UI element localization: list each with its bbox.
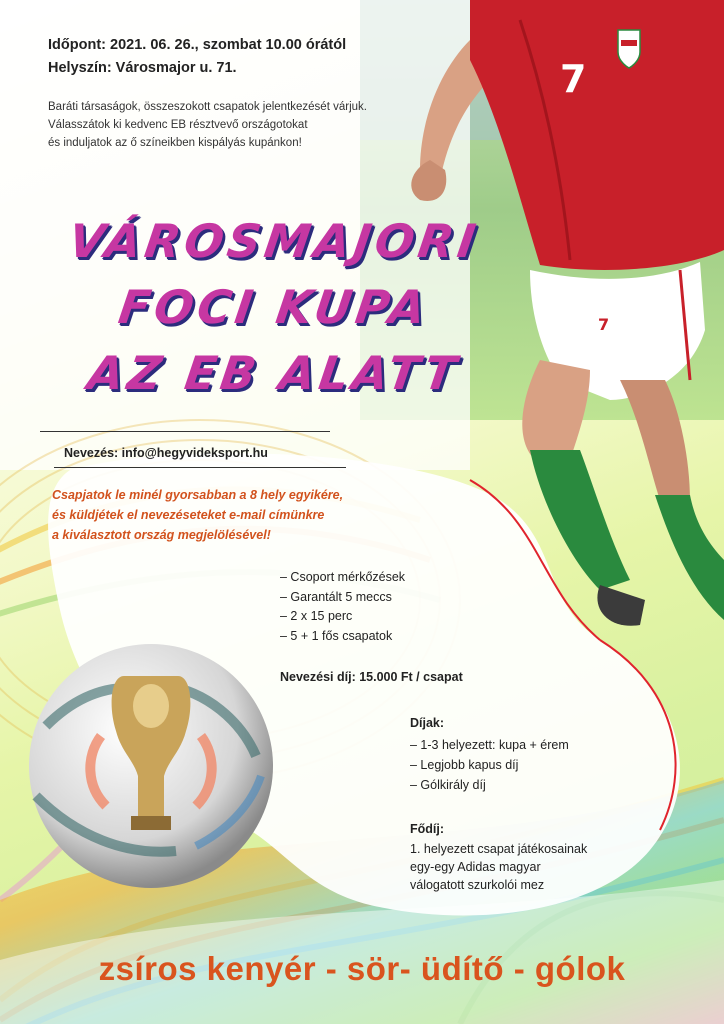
divider: [40, 431, 330, 432]
event-date: Időpont: 2021. 06. 26., szombat 10.00 órától: [48, 37, 347, 53]
registration-email: Nevezés: info@hegyvideksport.hu: [64, 446, 268, 460]
prize-item: – 1-3 helyezett: kupa + érem: [410, 738, 569, 752]
notice-line: a kiválasztott ország megjelölésével!: [52, 528, 271, 542]
footer-slogan: zsíros kenyér - sör- üdítő - gólok: [98, 950, 626, 987]
main-prize-line: 1. helyezett csapat játékosainak: [410, 842, 588, 856]
soccer-ball-trophy-icon: [16, 636, 286, 896]
main-prize-line: válogatott szurkolói mez: [410, 878, 545, 892]
intro-line: Baráti társaságok, összeszokott csapatok jelentkezését várjuk.: [48, 101, 367, 113]
intro-line: Válasszátok ki kedvenc EB résztvevő országotokat: [48, 119, 308, 131]
prizes-heading: Díjak:: [410, 716, 445, 730]
main-prize-heading: Fődíj:: [410, 822, 445, 836]
divider: [54, 467, 346, 468]
detail-item: – Csoport mérkőzések: [280, 570, 406, 584]
event-location: Helyszín: Városmajor u. 71.: [48, 60, 237, 76]
notice-line: Csapjatok le minél gyorsabban a 8 hely egyikére,: [52, 488, 344, 502]
call-to-action: [52, 485, 343, 545]
intro-text: [48, 98, 448, 152]
prize-item: – Legjobb kapus díj: [410, 758, 519, 772]
intro-line: és induljatok az ő színeikben kispályás kupánkon!: [48, 137, 302, 149]
title-line-1: VÁROSMAJORI: [65, 214, 483, 268]
title-line-2: FOCI KUPA: [115, 280, 433, 334]
shorts-number: 7: [598, 315, 610, 334]
title-line-3: AZ EB ALATT: [84, 346, 464, 400]
jersey-number: 7: [560, 57, 587, 101]
detail-item: – 5 + 1 fős csapatok: [280, 628, 393, 643]
main-prize-line: egy-egy Adidas magyar: [410, 860, 541, 874]
tournament-details: [280, 568, 405, 646]
main-prize-text: [410, 840, 670, 894]
detail-item: – 2 x 15 perc: [280, 609, 353, 623]
prize-item: – Gólkirály díj: [410, 778, 486, 792]
notice-line: és küldjétek el nevezéseteket e-mail címünkre: [52, 508, 325, 522]
detail-item: – Garantált 5 meccs: [280, 589, 392, 604]
entry-fee: Nevezési díj: 15.000 Ft / csapat: [280, 670, 463, 684]
prizes-list: [410, 735, 569, 795]
